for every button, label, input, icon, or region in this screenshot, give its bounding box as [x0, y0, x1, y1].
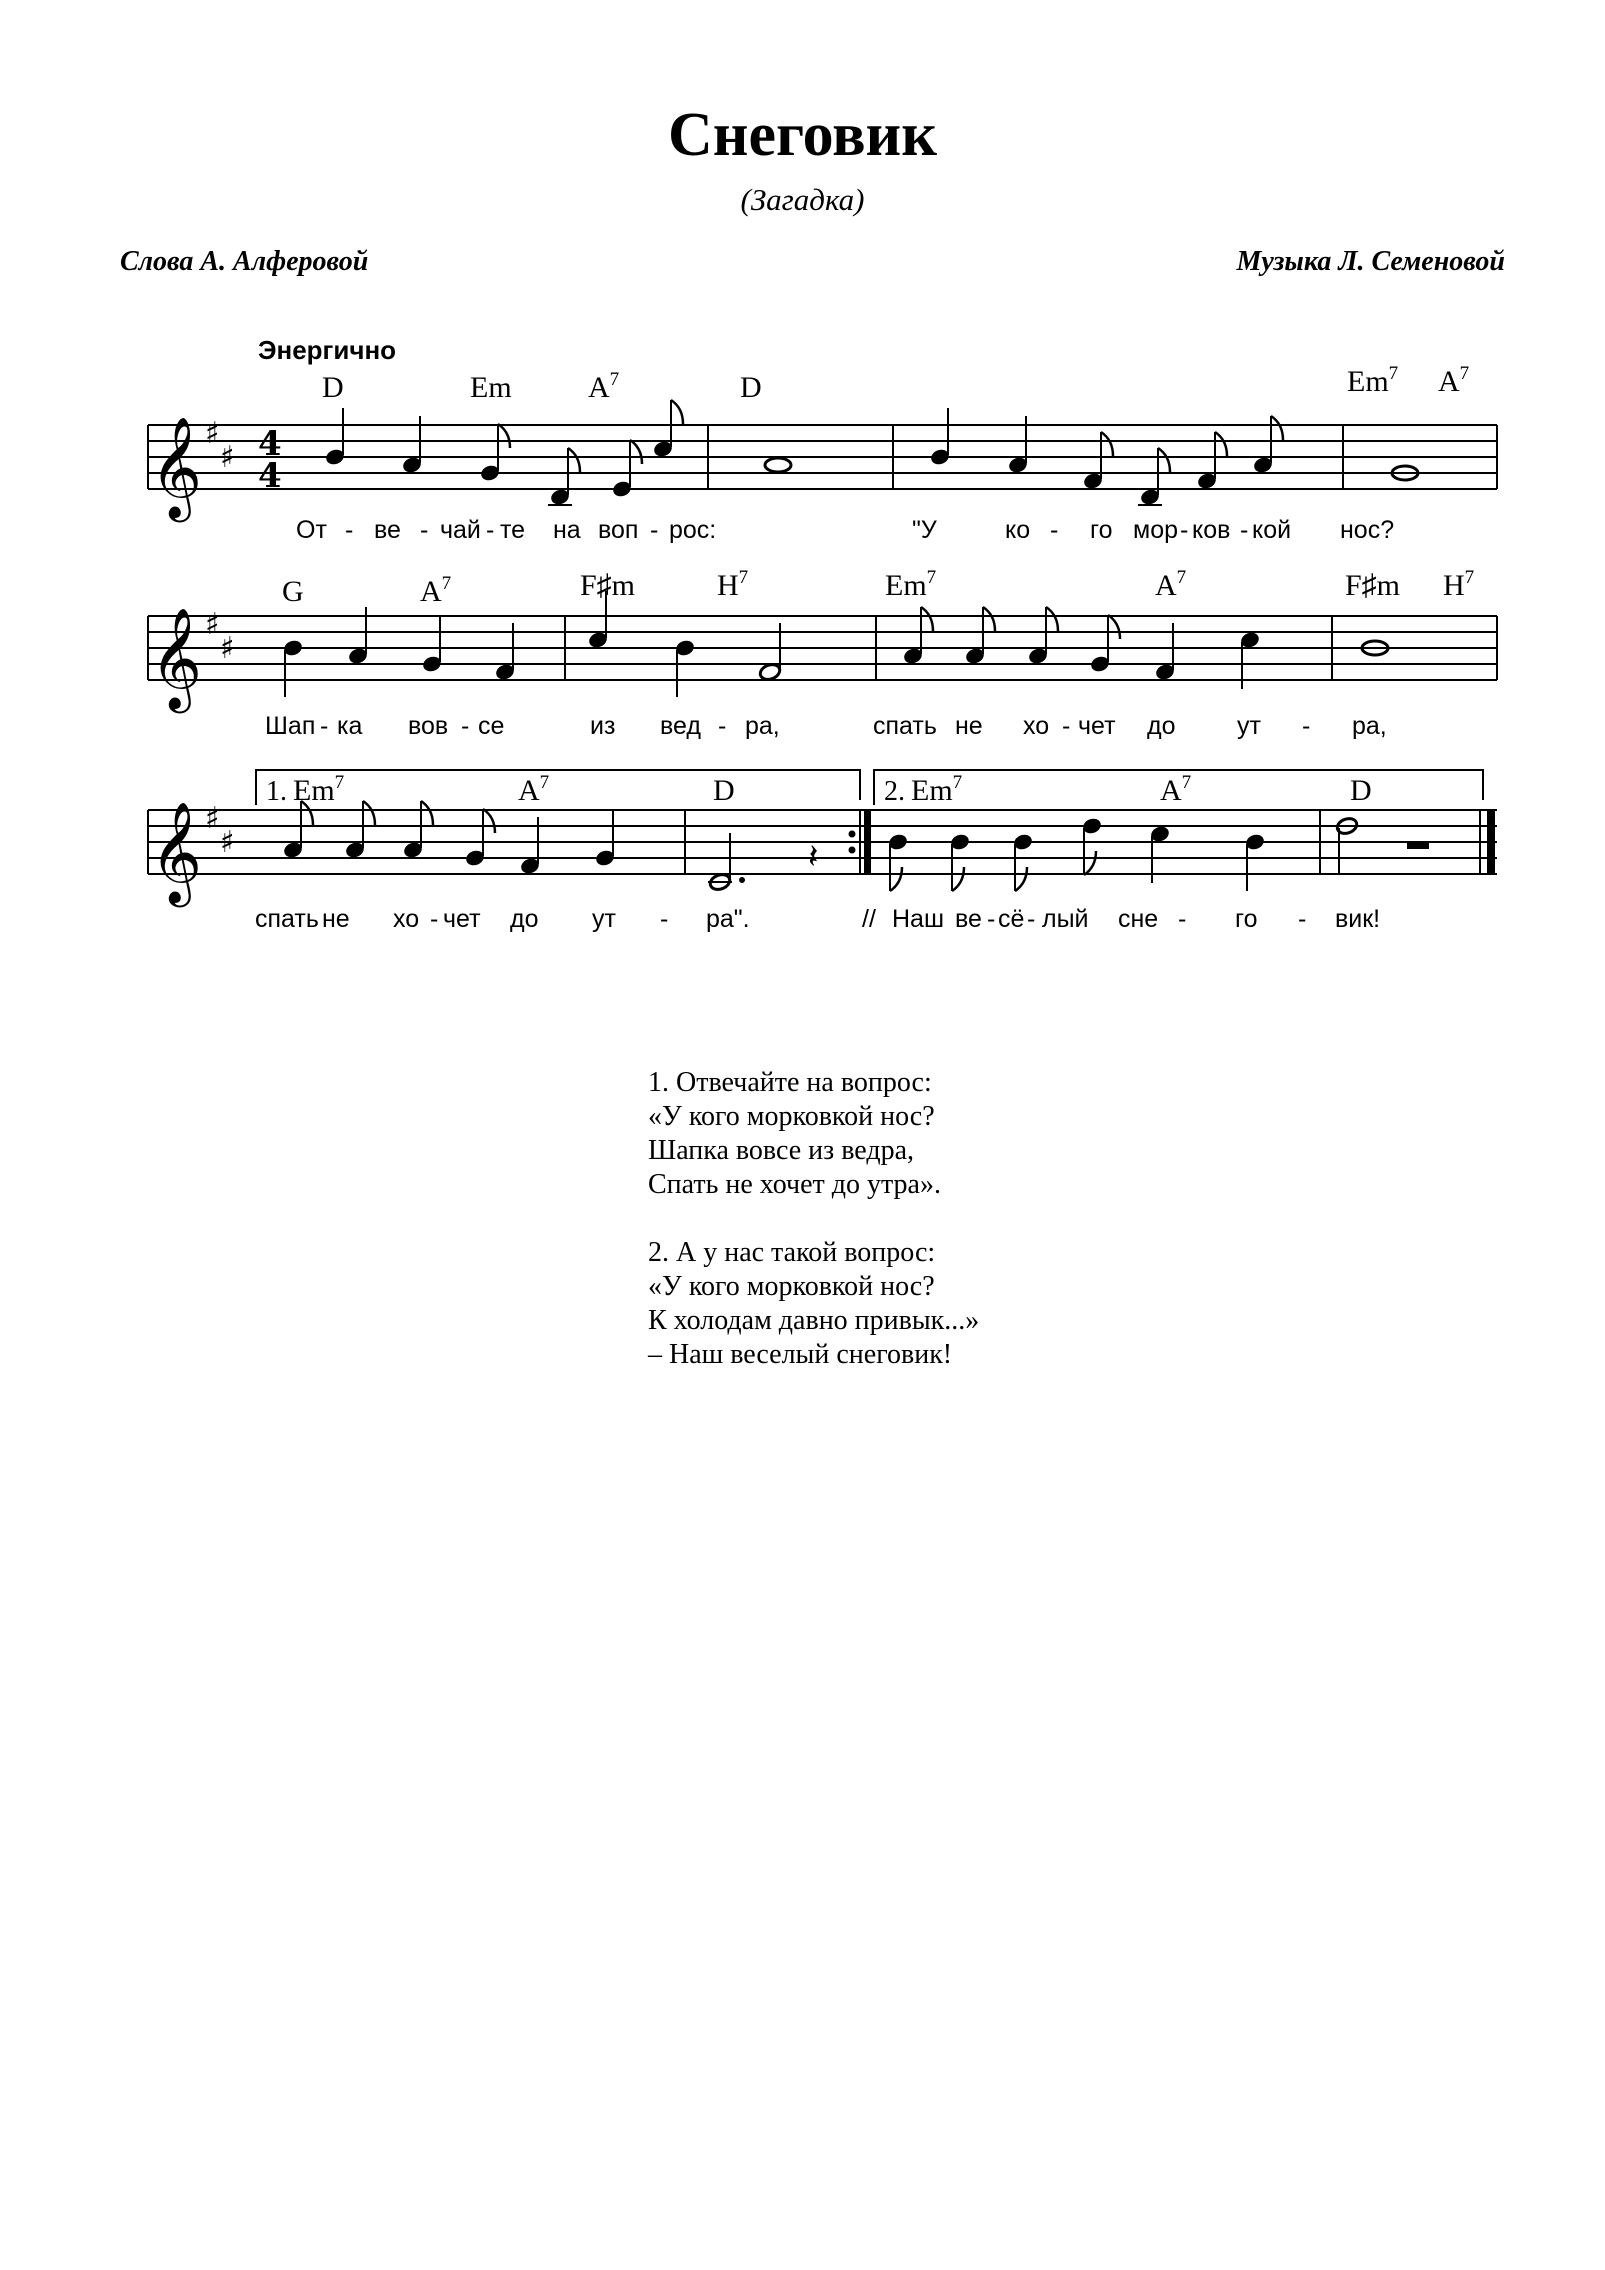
lyric-syllable: чай: [440, 516, 481, 544]
lyric-syllable: ко: [1005, 516, 1031, 544]
repeat-barline: [864, 810, 871, 874]
lyric-syllable: мор: [1133, 516, 1178, 544]
lyric-syllable: кой: [1252, 516, 1292, 544]
lyric-hyphen: -: [430, 905, 439, 933]
composer-credit: Музыка Л. Семеновой: [1236, 246, 1505, 277]
lyric-syllable: рос:: [669, 516, 717, 544]
chord-symbol: $A^7$: [518, 772, 550, 807]
lyric-syllable: до: [1147, 712, 1176, 740]
chord-symbol: D: [1350, 774, 1372, 807]
lyric-syllable: ра".: [706, 905, 750, 933]
lyric-hyphen: -: [660, 905, 669, 933]
verse-line: Шапка вовсе из ведра,: [648, 1135, 915, 1166]
volta-bracket-1: [256, 770, 860, 805]
lyric-hyphen: -: [1302, 712, 1311, 740]
lyric-syllable: го: [1090, 516, 1113, 544]
lyric-syllable: вов: [408, 712, 449, 740]
time-signature-top: 4: [258, 424, 282, 464]
verse-line: «У кого морковкой нос?: [648, 1101, 935, 1132]
chord-symbol: F♯m: [580, 569, 636, 602]
lyric-syllable: ут: [1237, 712, 1261, 740]
chord-symbol: $A^7$: [1438, 363, 1470, 398]
lyric-hyphen: -: [1298, 905, 1307, 933]
verse-1: [648, 1066, 979, 1202]
lyric-syllable: ра,: [1352, 712, 1387, 740]
sharp-icon: ♯: [220, 825, 235, 860]
chord-symbol: $A^7$: [588, 369, 620, 404]
verse-line: 1. Отвечайте на вопрос:: [648, 1067, 932, 1098]
chord-symbol: G: [282, 575, 304, 608]
lyric-syllable: ве: [955, 905, 982, 933]
lyric-hyphen: -: [345, 516, 354, 544]
volta-label-2: 2.: [884, 776, 905, 807]
treble-clef-icon: 𝄞: [150, 606, 203, 709]
lyric-hyphen: -: [486, 516, 495, 544]
lyric-syllable: хо: [393, 905, 420, 933]
chord-symbol: $A^7$: [420, 573, 452, 608]
lyric-syllable: От: [296, 516, 327, 544]
lyric-syllable: ка: [337, 712, 363, 740]
lyric-syllable: нос?: [1340, 516, 1395, 544]
treble-clef-icon: 𝄞: [150, 800, 203, 903]
tempo-marking: Энергично: [258, 335, 397, 365]
chord-symbol: $H^7$: [717, 567, 749, 602]
verse-2: [648, 1236, 979, 1372]
note-half: [758, 662, 782, 682]
note-whole: [765, 458, 791, 472]
verse-line: «У кого морковкой нос?: [648, 1271, 935, 1302]
chord-symbol: F♯m: [1345, 569, 1401, 602]
sharp-icon: ♯: [220, 631, 235, 666]
lyric-syllable: из: [590, 712, 616, 740]
song-subtitle: (Загадка): [740, 182, 865, 217]
lyric-syllable: се: [478, 712, 505, 740]
chord-symbol: D: [713, 774, 735, 807]
sharp-icon: ♯: [220, 440, 235, 475]
lyric-syllable: те: [500, 516, 526, 544]
verses-block: [648, 1066, 979, 1406]
lyric-hyphen: -: [420, 516, 429, 544]
song-title: Снеговик: [667, 101, 937, 169]
lyric-hyphen: -: [320, 712, 329, 740]
chord-symbol: Em$^7$: [1347, 363, 1399, 398]
lyric-syllable: чет: [1078, 712, 1116, 740]
lyric-syllable: "У: [912, 516, 937, 544]
staff-system-1: [148, 363, 1497, 544]
treble-clef-icon: 𝄞: [150, 415, 203, 518]
volta-label-1: 1.: [266, 776, 287, 807]
staff-system-2: [148, 567, 1497, 740]
verse-line: Спать не хочет до утра».: [648, 1169, 941, 1200]
chord-symbol: D: [740, 371, 762, 404]
lyric-syllable: не: [955, 712, 983, 740]
lyric-syllable: Наш: [892, 905, 945, 933]
lyric-syllable: ве: [374, 516, 401, 544]
lyricist-credit: Слова А. Алферовой: [120, 246, 369, 277]
lyric-hyphen: -: [1027, 905, 1036, 933]
lyric-hyphen: -: [987, 905, 996, 933]
sharp-icon: ♯: [205, 416, 220, 451]
lyric-separator: //: [862, 905, 876, 933]
lyric-syllable: до: [510, 905, 539, 933]
half-rest-icon: [1407, 842, 1429, 849]
lyric-hyphen: -: [1240, 516, 1249, 544]
verse-line: 2. А у нас такой вопрос:: [648, 1237, 936, 1268]
chord-symbol: Em$^7$: [293, 772, 345, 807]
lyric-syllable: сё: [998, 905, 1025, 933]
lyric-syllable: на: [553, 516, 581, 544]
music-score: [0, 0, 1605, 1000]
lyric-syllable: сне: [1118, 905, 1159, 933]
repeat-dot: [849, 847, 856, 854]
chord-symbol: $A^7$: [1155, 567, 1187, 602]
lyric-hyphen: -: [461, 712, 470, 740]
lyric-hyphen: -: [718, 712, 727, 740]
lyric-hyphen: -: [1050, 516, 1059, 544]
lyric-syllable: ра,: [745, 712, 780, 740]
lyric-syllable: хо: [1023, 712, 1050, 740]
quarter-rest-icon: 𝄽: [808, 837, 819, 877]
lyric-syllable: спать: [873, 712, 937, 740]
lyric-hyphen: -: [1178, 905, 1187, 933]
lyric-syllable: лый: [1042, 905, 1089, 933]
lyric-syllable: вед: [660, 712, 701, 740]
chord-symbol: D: [322, 371, 344, 404]
lyric-syllable: чет: [443, 905, 481, 933]
lyric-syllable: ков: [1192, 516, 1231, 544]
lyric-hyphen: -: [650, 516, 659, 544]
verse-line: – Наш веселый снеговик!: [648, 1339, 953, 1370]
lyric-hyphen: -: [1062, 712, 1071, 740]
sharp-icon: ♯: [205, 801, 220, 836]
sharp-icon: ♯: [205, 607, 220, 642]
chord-symbol: $A^7$: [1160, 772, 1192, 807]
lyric-syllable: спать: [255, 905, 319, 933]
lyric-syllable: не: [322, 905, 350, 933]
lyric-hyphen: -: [1180, 516, 1189, 544]
chord-symbol: Em$^7$: [911, 772, 963, 807]
augmentation-dot: [739, 877, 745, 883]
lyric-syllable: вик!: [1335, 905, 1381, 933]
lyric-syllable: воп: [598, 516, 639, 544]
chord-symbol: Em: [470, 371, 512, 404]
chord-symbol: Em$^7$: [885, 567, 937, 602]
final-barline: [1487, 810, 1495, 874]
chord-symbol: $H^7$: [1443, 567, 1475, 602]
verse-line: К холодам давно привык...»: [648, 1305, 980, 1336]
lyric-syllable: Шап: [265, 712, 316, 740]
repeat-dot: [849, 831, 856, 838]
staff-system-3: [148, 770, 1497, 933]
lyric-syllable: го: [1235, 905, 1258, 933]
lyric-syllable: ут: [592, 905, 616, 933]
time-signature-bottom: 4: [258, 456, 282, 496]
